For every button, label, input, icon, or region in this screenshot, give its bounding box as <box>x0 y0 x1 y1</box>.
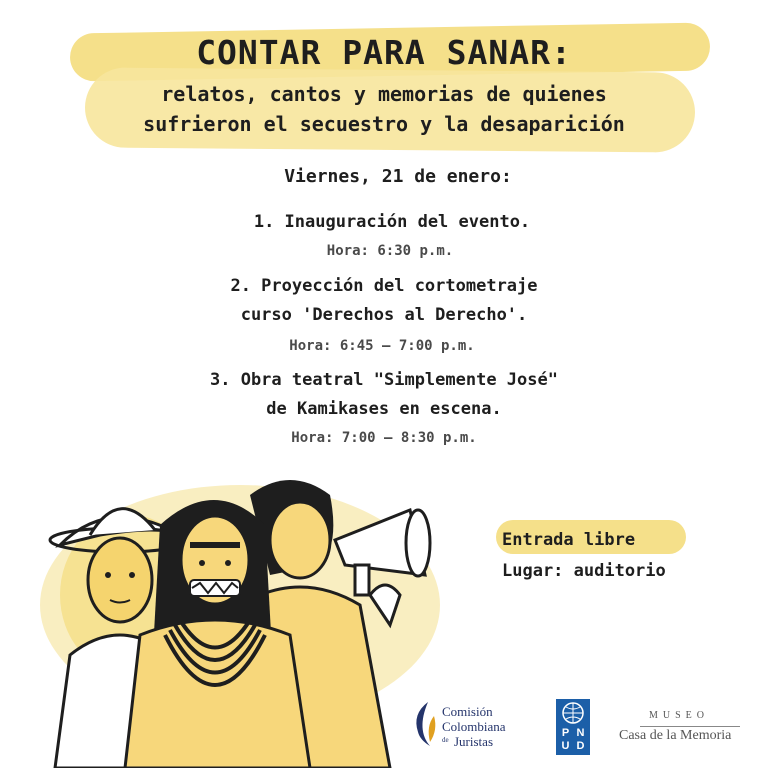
ccj-logo-line2: Colombiana <box>442 719 506 734</box>
page-title: CONTAR PARA SANAR: <box>196 33 572 72</box>
program-item-1-time: Hora: 6:30 p.m. <box>326 243 454 259</box>
subtitle-line-2: sufrieron el secuestro y la desaparición <box>143 112 625 136</box>
program-item-2: 2. Proyección del cortometraje <box>230 276 538 296</box>
un-globe-icon <box>556 700 590 726</box>
pnud-letter-n: N <box>576 727 585 739</box>
subtitle-line-1: relatos, cantos y memorias de quienes <box>161 82 607 106</box>
pnud-letter-u: U <box>561 740 570 752</box>
illustration-women-megaphone <box>40 455 460 768</box>
pnud-logo <box>556 699 590 755</box>
ccj-logo-line1: Comisión <box>442 704 493 719</box>
ccj-logo-line3: Juristas <box>454 734 493 749</box>
pnud-letter-d: D <box>576 740 585 752</box>
museo-logo-bottom: Casa de la Memoria <box>619 728 732 743</box>
program-item-2-line2: curso 'Derechos al Derecho'. <box>240 305 528 325</box>
header-brush-stroke-2 <box>85 67 696 152</box>
program-item-1: 1. Inauguración del evento. <box>253 212 531 232</box>
program-item-3-time: Hora: 7:00 – 8:30 p.m. <box>291 430 477 446</box>
entrada-libre-text: Entrada libre <box>502 530 636 550</box>
program-item-3: 3. Obra teatral "Simplemente José" <box>210 370 558 390</box>
ccj-logo-de: de <box>442 736 449 744</box>
museo-logo-rule <box>640 726 740 727</box>
program-item-2-time: Hora: 6:45 – 7:00 p.m. <box>289 338 475 354</box>
ccj-emblem-icon <box>408 700 440 748</box>
program-item-3-line2: de Kamikases en escena. <box>266 399 502 419</box>
museo-logo-top: MUSEO <box>649 710 710 721</box>
lugar-text: Lugar: auditorio <box>502 561 666 581</box>
pnud-letter-p: P <box>561 727 570 739</box>
event-date: Viernes, 21 de enero: <box>284 166 512 187</box>
